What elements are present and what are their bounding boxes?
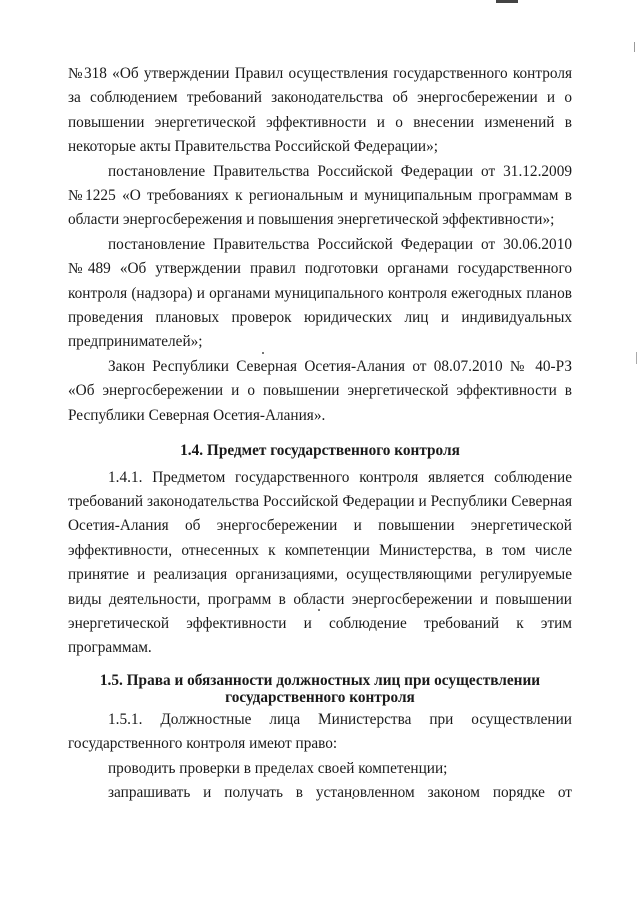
document-page (68, 62, 572, 805)
paragraph-decree-489: постановление Правительства Российской Федерации от 30.06.2010 №489 «Об утверждении правил подготовки органами государственного контроля (надзора) и органами муниципального контроля ежегодных планов проведения плановых проверок юридических лиц и индивидуальных предпринимателей»; (68, 235, 572, 351)
paragraph-1-4-1: 1.4.1. Предметом государственного контроля является соблюдение требований законодательства Российской Федерации и Республики Северная Осетия-Алания об энергосбережении и повышении энергетической эффективности, отнесенных к компетенции Министерства, в том числе принятие и реализация организациями, осуществляющими регулируемые виды деятельности, программ в области энергосбережении и повышении энергетической эффективности и соблюдение требований к этим программам. (68, 468, 572, 657)
section-heading-1-5 (68, 672, 572, 706)
paragraph-right-inspections: проводить проверки в пределах своей компетенции; (108, 759, 448, 777)
scan-mark (636, 352, 637, 364)
section-heading-1-4: 1.4. Предмет государственного контроля (180, 442, 460, 460)
paragraph-decree-318: №318 «Об утверждении Правил осуществления государственного контроля за соблюдением требований законодательства об энергосбережении и о повышении энергетической эффективности и о внесении изменений в некоторые акты Правительства Российской Федерации»; (68, 65, 572, 156)
section-heading-1-5-line2: государственного контроля (225, 688, 415, 706)
scan-mark (634, 42, 635, 52)
paragraph-1-5-1: 1.5.1. Должностные лица Министерства при осуществлении государственного контроля имеют право: (68, 710, 572, 753)
section-heading-1-5-line1: 1.5. Права и обязанности должностных лиц при осуществлении (99, 671, 541, 689)
paragraph-decree-1225: постановление Правительства Российской Федерации от 31.12.2009 №1225 «О требованиях к региональным и муниципальным программам в области энергосбережения и повышения энергетической эффективности»; (68, 162, 572, 229)
paragraph-law-40rz: Закон Республики Северная Осетия-Алания от 08.07.2010 № 40-РЗ «Об энергосбережении и о повышении энергетической эффективности в Республики Северная Осетия-Алания». (68, 357, 572, 424)
scan-mark (496, 0, 518, 3)
paragraph-right-requests: запрашивать и получать в установленном законом порядке от (108, 783, 572, 801)
